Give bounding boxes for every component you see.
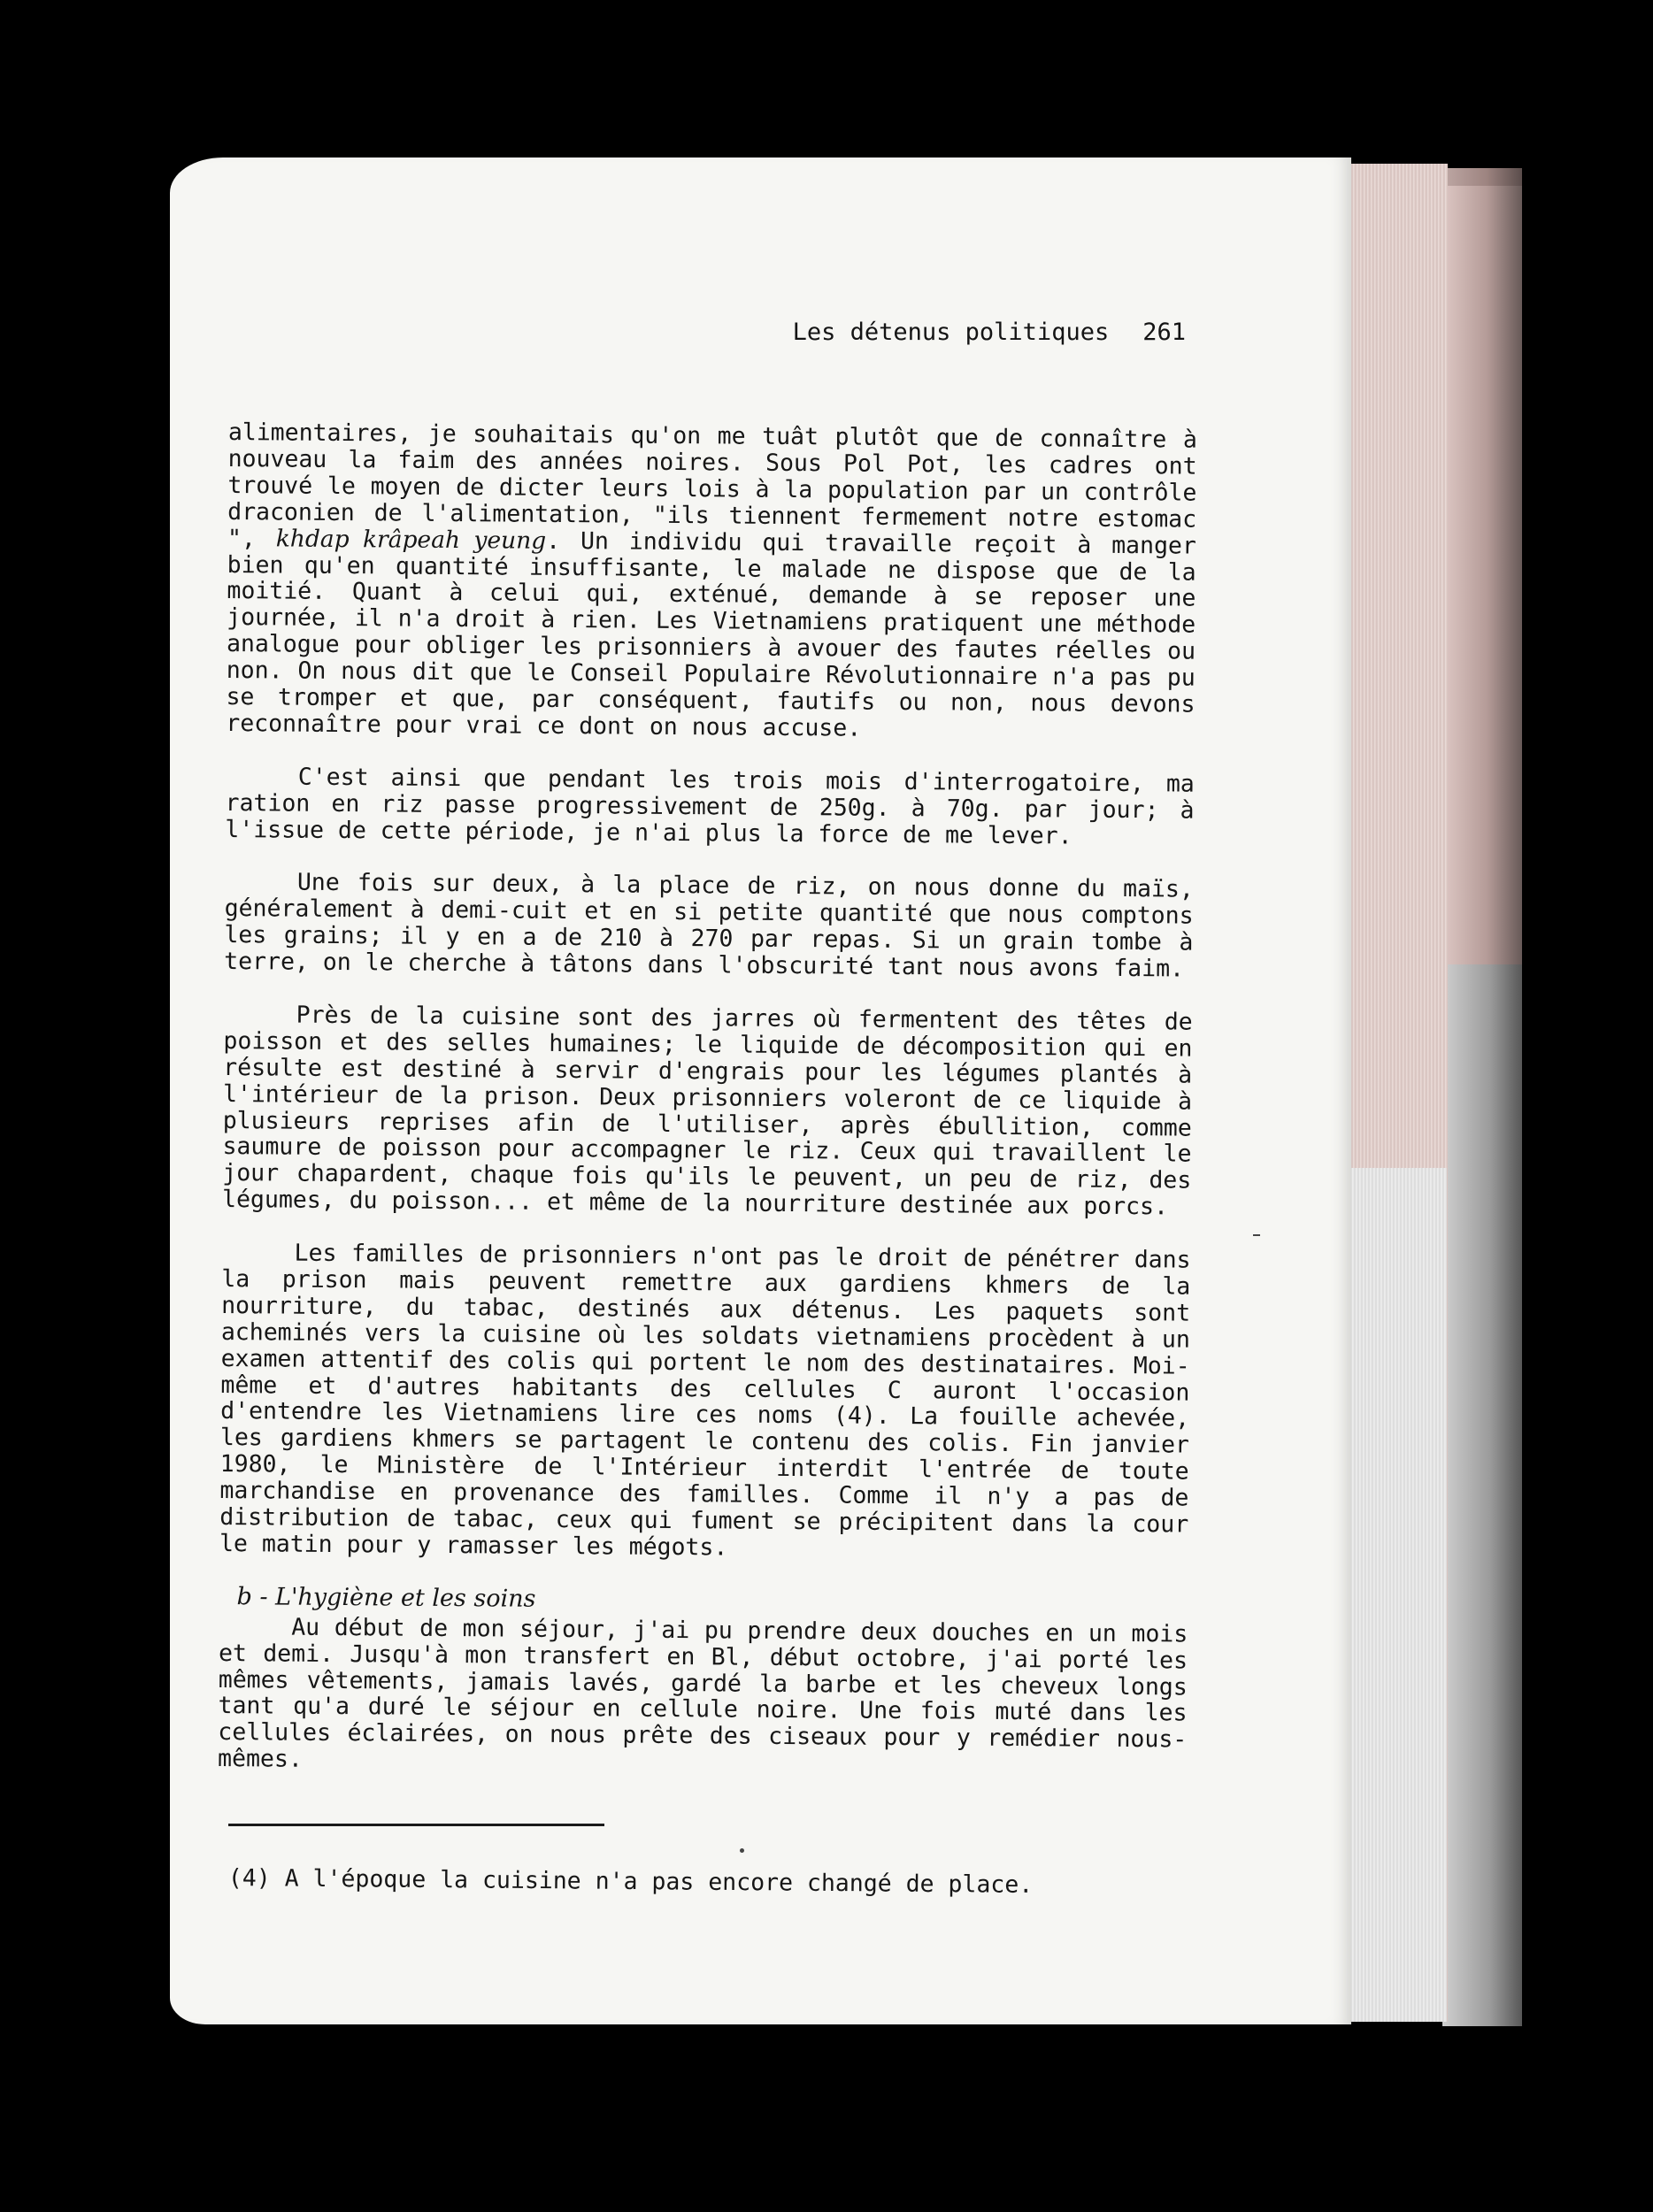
margin-mark [1253,1234,1260,1236]
paragraph-3: Une fois sur deux, à la place de riz, on nous donne du maïs, généralement à demi-cuit et en si petite quantité que nous comptons les grains; il y en a de 210 à 270 par repas. Si un grain tombe à terre, on le cherche à tâtons dans l'obscurité tant nous avons faim. [224,869,1194,983]
ink-dot [740,1848,744,1853]
paragraph-5: Les familles de prisonniers n'ont pas le droit de pénétrer dans la prison mais peuvent remettre aux gardiens khmers de la nourriture, du tabac, destinés aux détenus. Les paquets sont acheminés vers la cuisine où les soldats vietnamiens procèdent à un examen attentif des colis qui portent le nom des destinataires. Moi-même et d'autres habitants des cellules C auront l'occasion d'entendre les Vietnamiens lire ces noms (4). La fouille achevée, les gardiens khmers se partagent le contenu des colis. Fin janvier 1980, le Ministère de l'Intérieur interdit l'entrée de toute marchandise en provenance des familles. Comme il n'y a pas de distribution de tabac, ceux qui fument se précipitent dans la cour le matin pour y ramasser les mégots. [219,1239,1191,1562]
paragraph-2: C'est ainsi que pendant les trois mois d'interrogatoire, ma ration en riz passe progressivement de 250g. à 70g. par jour; à l'issue de cette période, je n'ai plus la force de me lever. [225,763,1195,850]
paragraph-1-rest: . Un individu qui travaille reçoit à manger bien qu'en quantité insuffisante, le malade ne dispose que de la moitié. Quant à celui qui, exténué, demande à se reposer une journée, il n'a droit à rien. Les Vietnamiens pratiquent une méthode analogue pour obliger les prisonniers à avouer des fautes réelles ou non. On nous dit que le Conseil Populaire Révolutionnaire n'a pas pu se tromper et que, par conséquent, fautifs ou non, nous devons reconnaître pour vrai ce dont on nous accuse. [226,526,1197,742]
footnote: (4) A l'époque la cuisine n'a pas encore changé de place. [227,1864,1034,1899]
body-text [218,419,1197,1780]
paragraph-1-text: alimentaires, je souhaitais qu'on me tuât plutôt que de connaître à nouveau la faim des années noires. Sous Pol Pot, les cadres ont trouvé le moyen de dicter leurs lois à la population par un contrôle draconien de l'alimentation, "ils tiennent fermement notre estomac ", [227,419,1197,552]
paragraph-4: Près de la cuisine sont des jarres où fermentent des têtes de poisson et des selles humaines; le liquide de décomposition qui en résulte est destiné à servir d'engrais pour les légumes plantés à l'intérieur de la prison. Deux prisonniers voleront de ce liquide à plusieurs reprises afin de l'utiliser, après ébullition, comme saumure de poisson pour accompagner le riz. Ceux qui travaillent le jour chapardent, chaque fois qu'ils le peuvent, un peu de riz, des légumes, du poisson... et même de la nourriture destinée aux porcs. [221,1001,1193,1221]
paragraph-6: Au début de mon séjour, j'ai pu prendre deux douches en un mois et demi. Jusqu'à mon transfert en Bl, début octobre, j'ai porté les mêmes vêtements, jamais lavés, gardé la barbe et les cheveux longs tant qu'a duré le séjour en cellule noire. Une fois muté dans les cellules éclairées, on nous prête des ciseaux pour y remédier nous-mêmes. [217,1613,1188,1773]
running-header [779,319,1186,346]
page-number: 261 [1142,319,1186,346]
section-heading: b - L'hygiène et les soins [236,1582,536,1613]
running-title: Les détenus politiques [792,319,1110,346]
footnote-rule [228,1824,604,1826]
khmer-phrase: khdap krâpeah yeung [275,525,547,555]
paragraph-1 [226,419,1197,744]
